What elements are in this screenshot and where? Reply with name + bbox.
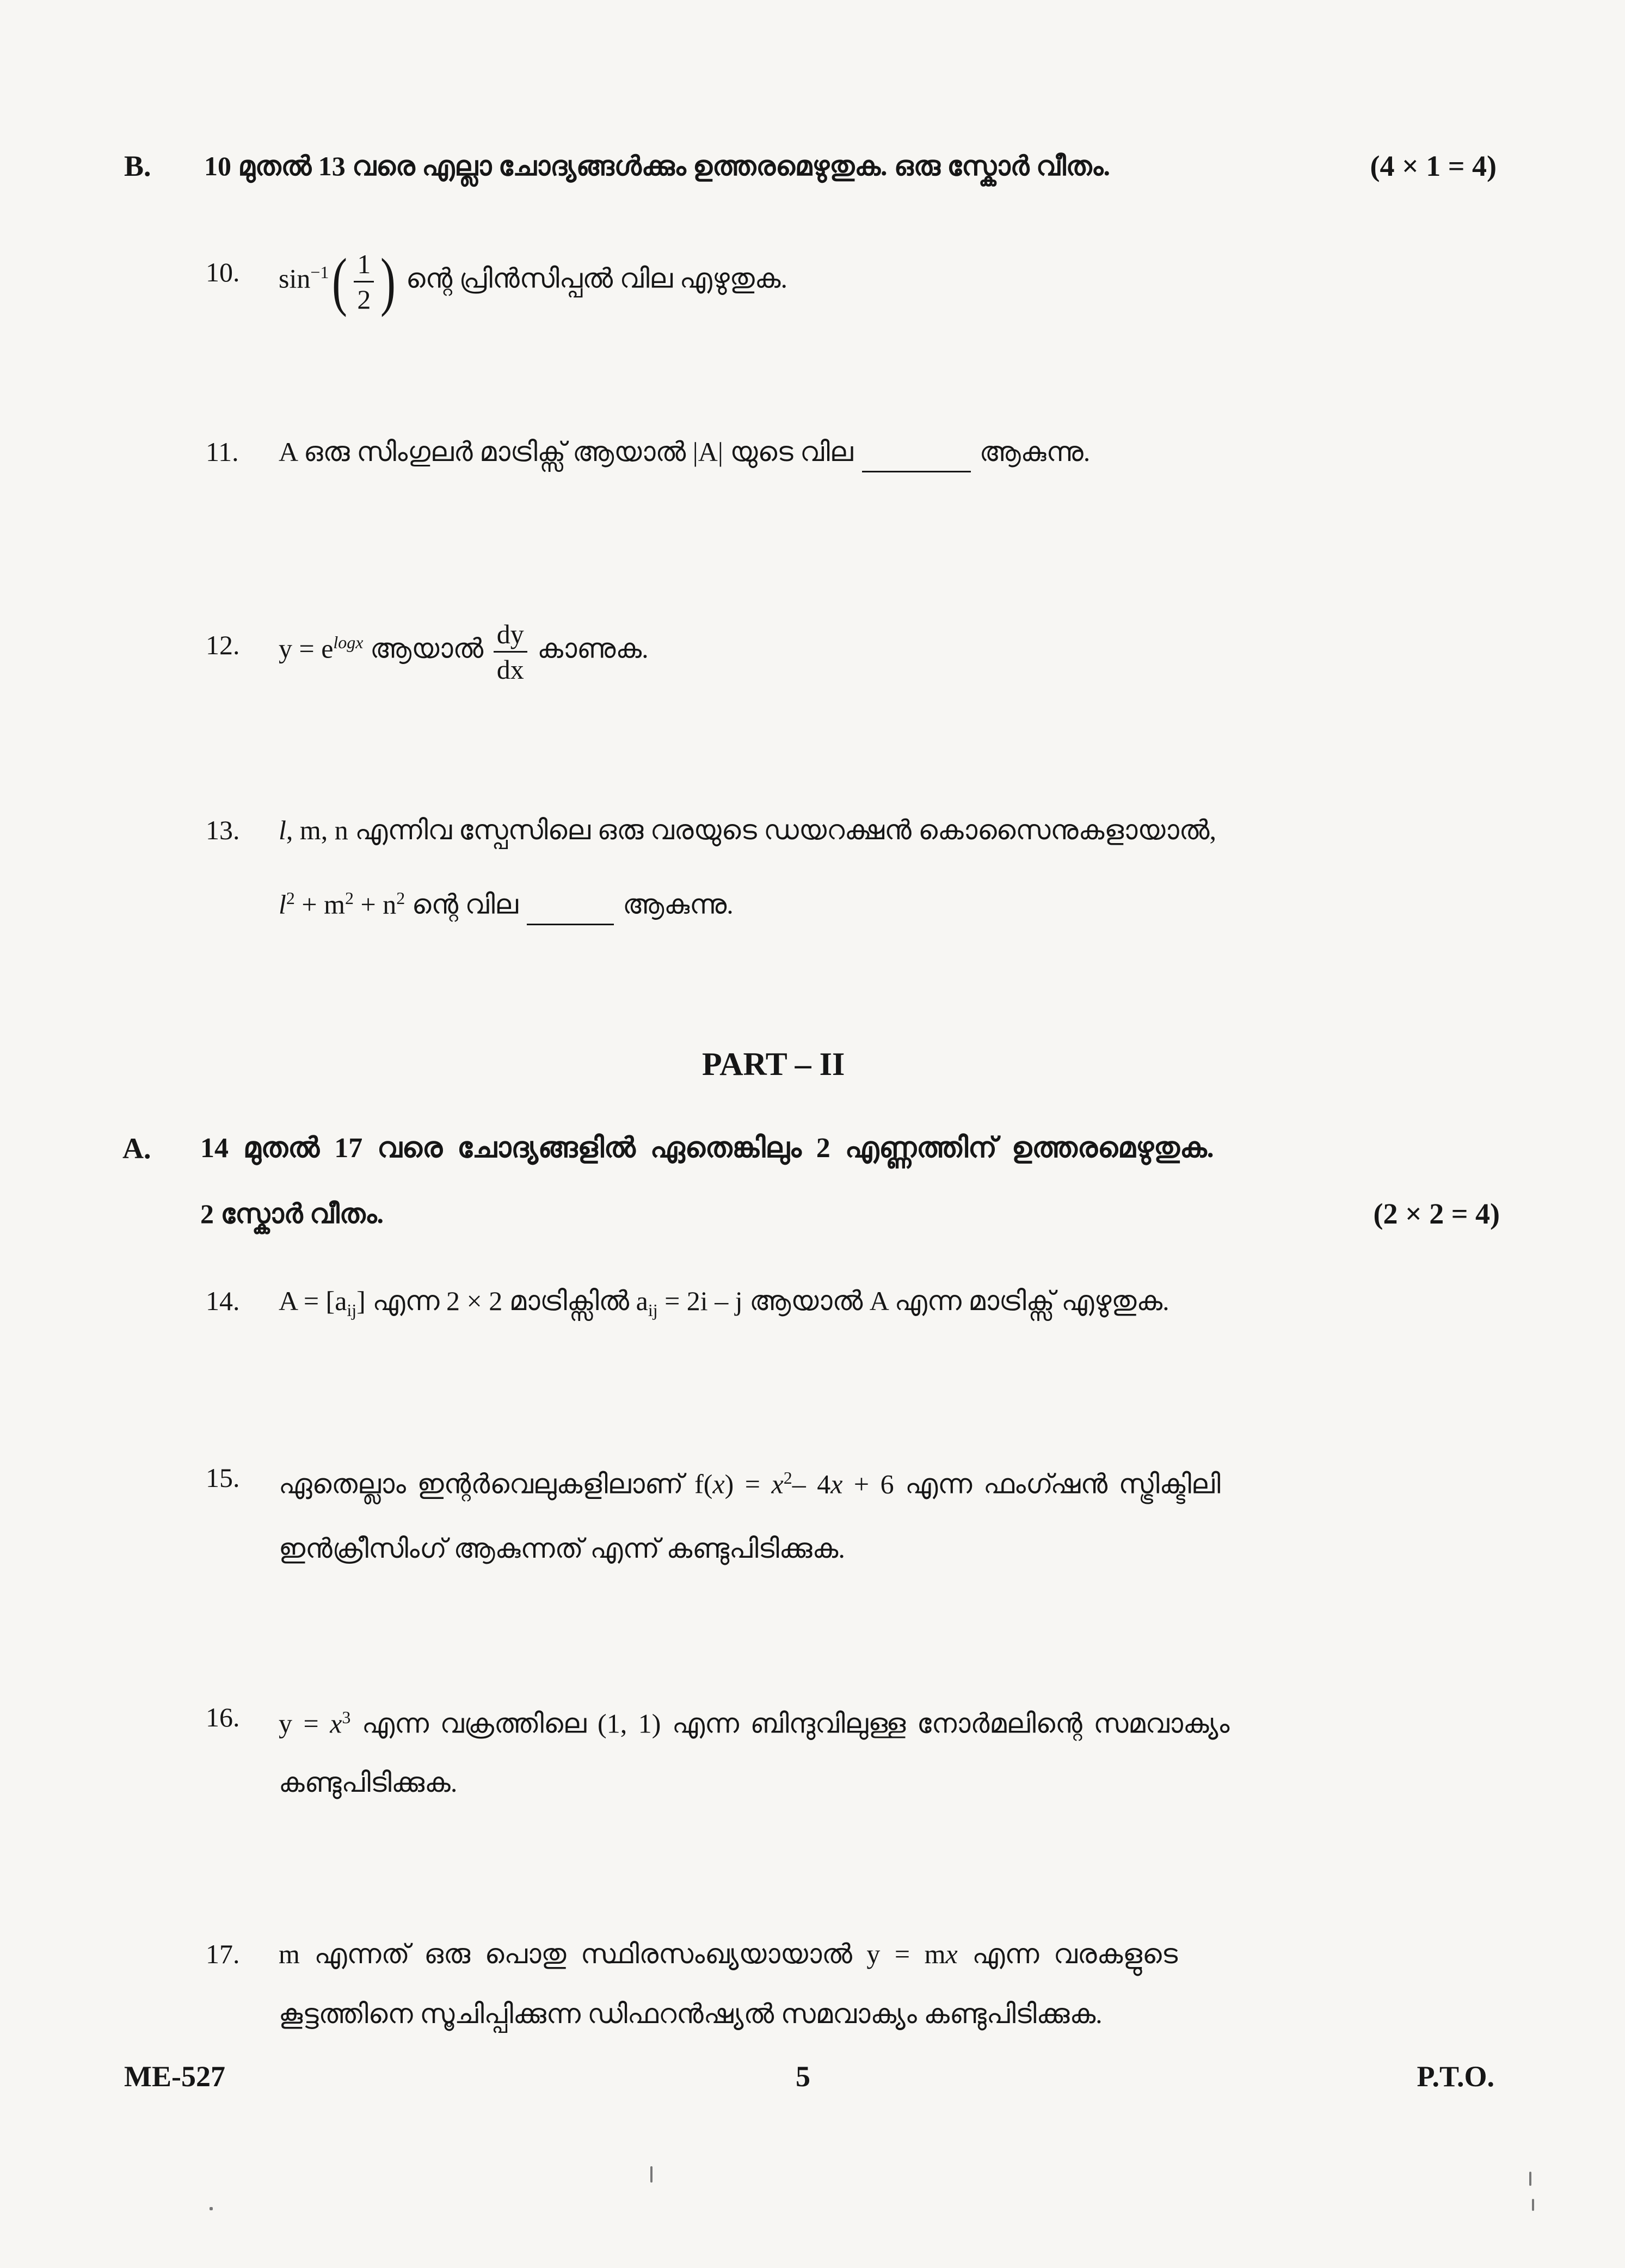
q13-exp-3: 2	[396, 888, 405, 908]
q10-frac-num: 1	[354, 250, 374, 282]
q16-part-a: y =	[279, 1708, 330, 1739]
section-b-label: B.	[124, 150, 151, 182]
question-17-line-2: കൂട്ടത്തിനെ സൂചിപ്പിക്കുന്ന ഡിഫറൻഷ്യൽ സമവാക്യം കണ്ടുപിടിക്കുക.	[279, 1999, 1103, 2029]
question-17-number: 17.	[206, 1939, 240, 1969]
footer-pto: P.T.O.	[1417, 2060, 1494, 2093]
question-15-number: 15.	[206, 1462, 240, 1493]
q12-frac-den: dx	[496, 654, 524, 685]
footer-code: ME-527	[124, 2060, 225, 2093]
q16-x: x	[330, 1708, 342, 1739]
question-11-number: 11.	[206, 437, 239, 467]
q10-right-paren: )	[380, 245, 396, 318]
footer-page-number: 5	[796, 2060, 810, 2093]
q15-exp: 2	[783, 1468, 792, 1488]
q11-body-b: ആകുന്നു.	[979, 437, 1091, 467]
q17-part-b: എന്ന വരകളുടെ	[957, 1939, 1178, 1969]
section-a-marks: (2 × 2 = 4)	[1373, 1197, 1500, 1230]
section-b-instruction: 10 മുതൽ 13 വരെ എല്ലാ ചോദ്യങ്ങൾക്കും ഉത്തരമെഴുതുക. ഒരു സ്കോർ വീതം.	[204, 151, 1110, 181]
question-16-line-1	[279, 1698, 1229, 1743]
q14-part-2: ] എന്ന 2 × 2 മാട്രിക്സിൽ a	[356, 1286, 648, 1316]
q15-part-b: ) =	[724, 1468, 772, 1499]
part-2-title: PART – II	[702, 1046, 845, 1082]
scan-speck	[210, 2207, 213, 2210]
q12-derivative	[494, 620, 527, 683]
q13-exp-2: 2	[345, 888, 354, 908]
q15-part-c: – 4	[792, 1468, 831, 1499]
question-15-line-1	[279, 1459, 1221, 1503]
q16-exp: 3	[342, 1707, 351, 1727]
q10-fraction	[354, 250, 374, 313]
question-11-text	[279, 433, 1090, 472]
scan-speck	[1529, 2172, 1531, 2186]
q13-m-squared: + m	[294, 889, 345, 920]
q15-x-1: x	[712, 1468, 725, 1499]
q10-function: sin	[279, 263, 311, 294]
q14-sub-2: ij	[648, 1300, 658, 1320]
question-13-number: 13.	[206, 815, 240, 845]
q10-body: ന്റെ പ്രിൻസിപ്പൽ വില എഴുതുക.	[405, 263, 787, 294]
section-a-label: A.	[122, 1132, 151, 1165]
question-13-line-2	[279, 879, 734, 925]
question-10-number: 10.	[206, 257, 240, 287]
q11-answer-blank	[862, 433, 971, 472]
section-a-instruction-line-1: 14 മുതൽ 17 വരെ ചോദ്യങ്ങളിൽ ഏതെങ്കിലും 2 എണ്ണത്തിന് ഉത്തരമെഴുതുക.	[200, 1133, 1214, 1164]
question-13-line-1	[279, 811, 1216, 849]
q12-body-b: കാണുക.	[537, 633, 649, 664]
question-14-text	[279, 1282, 1169, 1329]
q13-answer-blank	[527, 886, 614, 925]
question-17-line-1	[279, 1935, 1178, 1973]
q13-line1-body: , m, n എന്നിവ സ്പേസിലെ ഒരു വരയുടെ ഡയറക്ഷൻ കൊസൈനുകളായാൽ,	[286, 815, 1216, 845]
scan-speck	[650, 2166, 653, 2183]
q14-part-1: A = [a	[279, 1286, 347, 1316]
q10-superscript: −1	[310, 262, 329, 282]
question-15-line-2: ഇൻക്രീസിംഗ് ആകുന്നത് എന്ന് കണ്ടുപിടിക്കുക.	[279, 1533, 845, 1564]
q13-body-a: ന്റെ വില	[411, 889, 519, 920]
question-12-number: 12.	[206, 630, 240, 660]
q13-l: l	[279, 815, 286, 845]
q10-left-paren: (	[332, 245, 348, 318]
q16-part-b: എന്ന വക്രത്തിലെ (1, 1) എന്ന ബിന്ദുവിലുള്ള നോർമലിന്റെ സമവാക്യം	[350, 1708, 1230, 1739]
section-b-marks: (4 × 1 = 4)	[1370, 150, 1497, 182]
question-16-line-2: കണ്ടുപിടിക്കുക.	[279, 1767, 458, 1798]
scan-speck	[1532, 2199, 1534, 2211]
q13-n-squared: + n	[354, 889, 397, 920]
q15-part-a: ഏതെല്ലാം ഇന്റർവെലുകളിലാണ് f(	[279, 1468, 713, 1499]
question-10-text	[279, 237, 787, 318]
question-14-number: 14.	[206, 1286, 240, 1316]
q13-l-squared: l	[279, 889, 286, 920]
q11-body-a: A ഒരു സിംഗുലർ മാട്രിക്സ് ആയാൽ |A| യുടെ വില	[279, 437, 853, 467]
q15-x-2: x	[771, 1468, 784, 1499]
question-12-text	[279, 604, 649, 687]
q13-body-b: ആകുന്നു.	[623, 889, 734, 920]
question-16-number: 16.	[206, 1702, 240, 1732]
q12-frac-num: dy	[494, 620, 527, 653]
q12-superscript: logx	[333, 632, 364, 652]
q17-part-a: m എന്നത് ഒരു പൊതു സ്ഥിരസംഖ്യയായാൽ y = m	[279, 1939, 946, 1969]
q12-body-a: ആയാൽ	[370, 633, 484, 664]
q14-sub-1: ij	[347, 1300, 357, 1320]
q10-frac-den: 2	[357, 284, 371, 315]
section-a-instruction-line-2: 2 സ്കോർ വീതം.	[200, 1198, 384, 1229]
q15-part-d: + 6 എന്ന ഫംഗ്ഷൻ സ്ട്രിക്ടിലി	[842, 1468, 1221, 1499]
q13-exp-1: 2	[286, 888, 295, 908]
q12-lhs: y = e	[279, 633, 334, 664]
q15-x-3: x	[830, 1468, 843, 1499]
q14-part-3: = 2i – j ആയാൽ A എന്ന മാട്രിക്സ് എഴുതുക.	[657, 1286, 1169, 1316]
q17-x: x	[945, 1939, 958, 1969]
